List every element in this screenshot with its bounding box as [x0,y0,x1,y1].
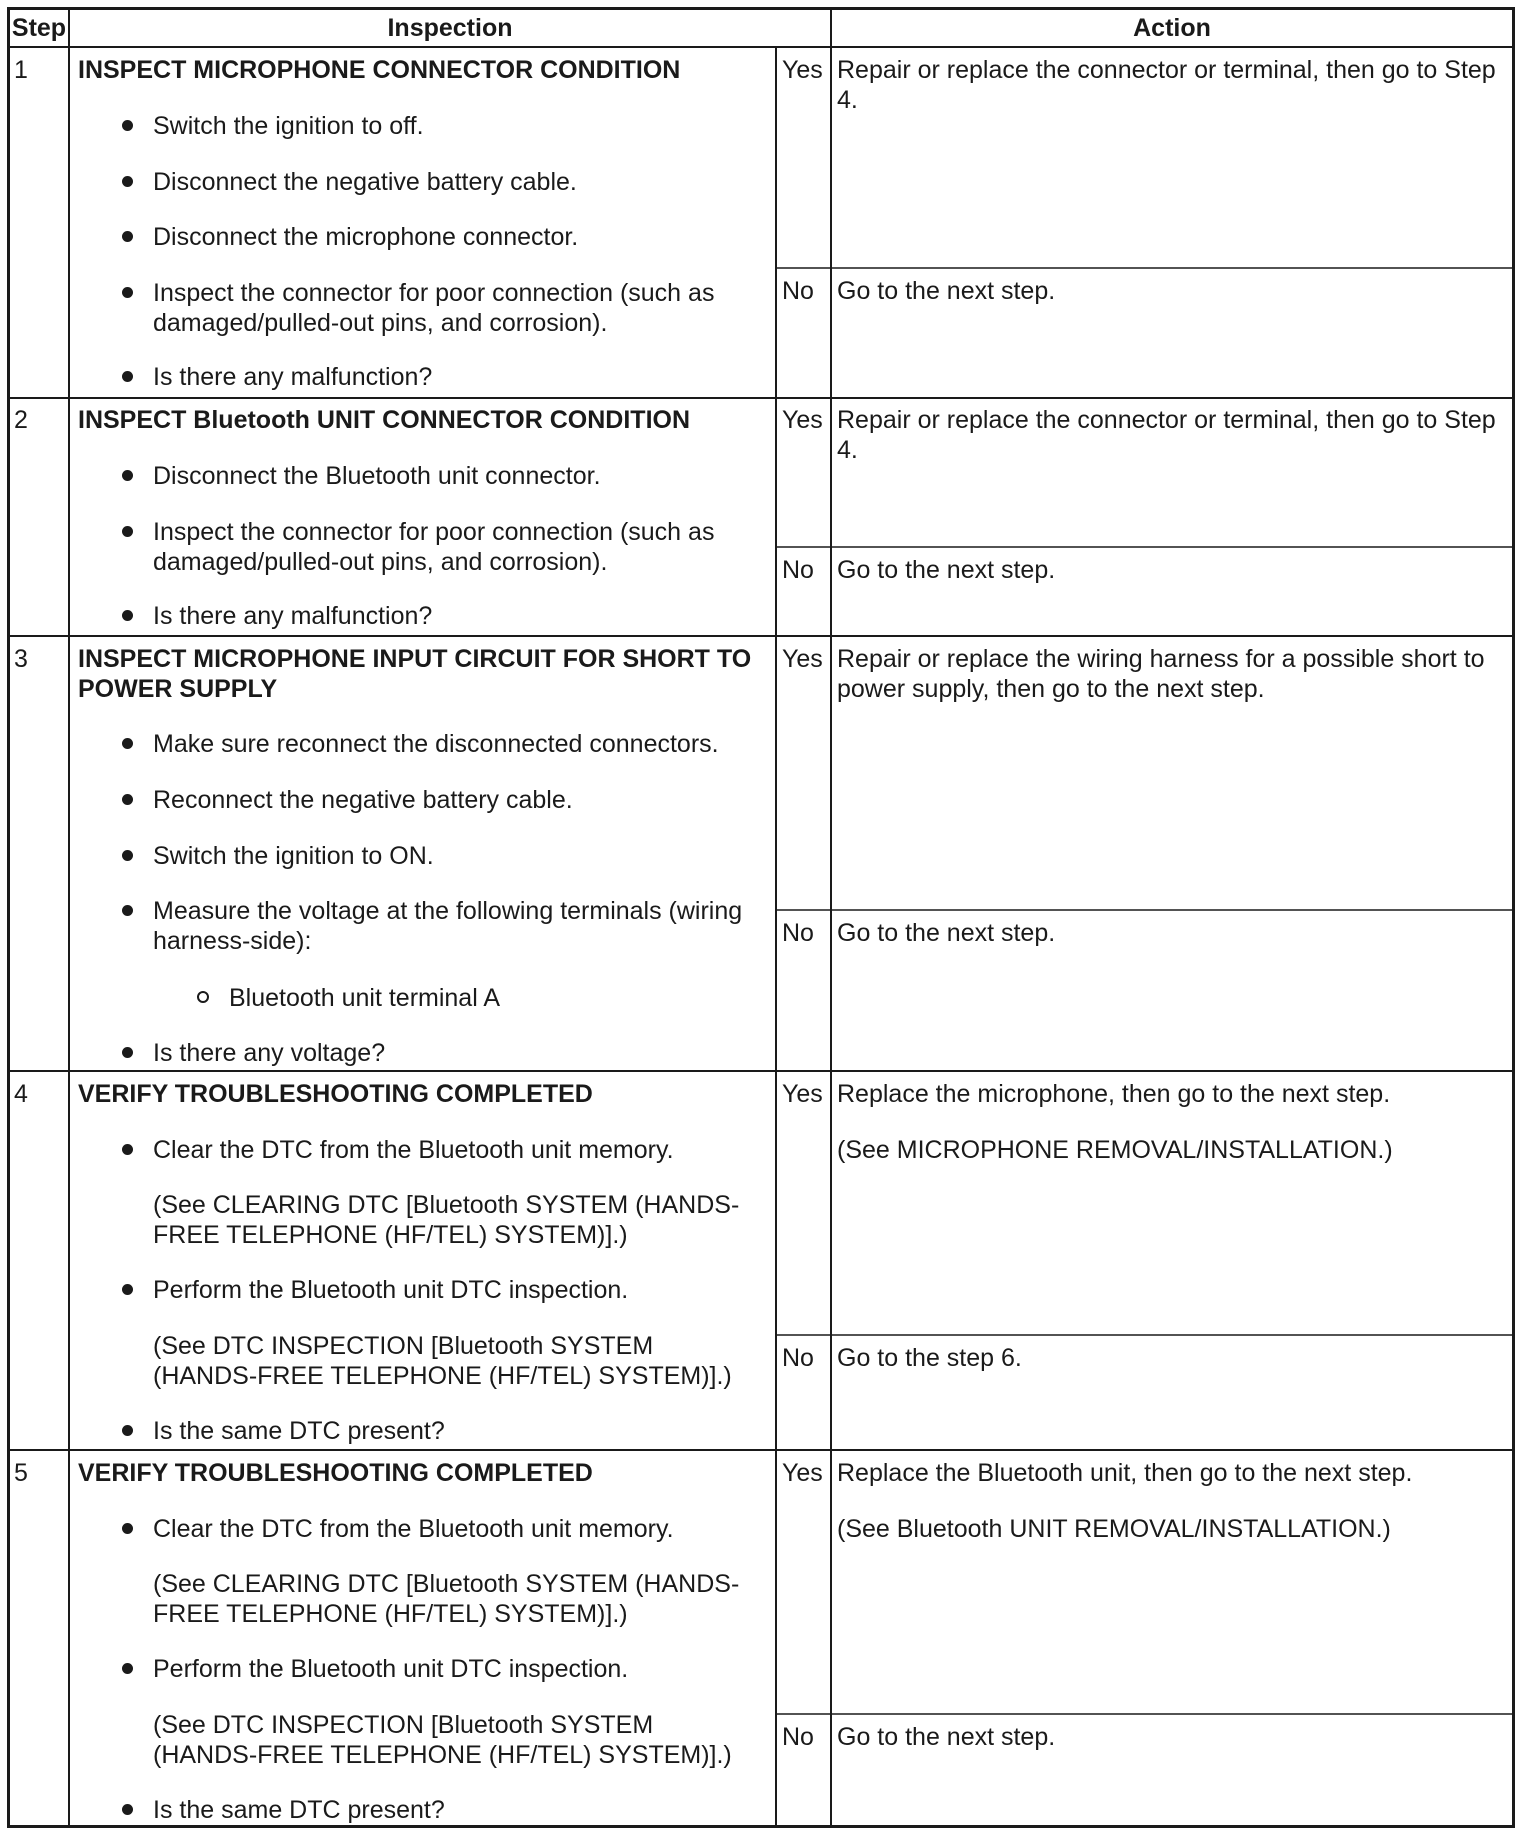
bullet-icon [122,1425,133,1436]
inspection-item: Inspect the connector for poor connection (such as damaged/pulled-out pins, and corrosion). [153,518,715,576]
inspection-item: Is the same DTC present? [153,1796,445,1824]
inspection-item: Is there any malfunction? [153,363,433,391]
inspection-item: Reconnect the negative battery cable. [153,786,573,814]
inspection-item: Is there any malfunction? [153,602,433,630]
yes-reference: (See MICROPHONE REMOVAL/INSTALLATION.) [837,1136,1393,1164]
step-title: INSPECT Bluetooth UNIT CONNECTOR CONDITION [78,406,691,434]
sub-bullet-icon [197,991,209,1003]
inspection-reference: (See CLEARING DTC [Bluetooth SYSTEM (HANDS-FREE TELEPHONE (HF/TEL) SYSTEM)].) [153,1191,740,1249]
no-action: Go to the next step. [837,919,1056,947]
step-number: 1 [14,56,28,84]
bullet-icon [122,1144,133,1155]
header-action: Action [1133,14,1211,42]
bullet-icon [122,176,133,187]
step-title: VERIFY TROUBLESHOOTING COMPLETED [78,1080,593,1108]
inspection-item: Disconnect the negative battery cable. [153,168,577,196]
inspection-item: Make sure reconnect the disconnected connectors. [153,730,719,758]
yes-label: Yes [782,645,823,673]
inspection-subitem: Bluetooth unit terminal A [229,984,500,1012]
header-inspection: Inspection [387,14,513,42]
bullet-icon [122,526,133,537]
inspection-reference: (See CLEARING DTC [Bluetooth SYSTEM (HANDS-FREE TELEPHONE (HF/TEL) SYSTEM)].) [153,1570,740,1628]
no-action: Go to the next step. [837,277,1056,305]
inspection-item: Perform the Bluetooth unit DTC inspection. [153,1655,629,1683]
yes-label: Yes [782,406,823,434]
inspection-item: Switch the ignition to ON. [153,842,434,870]
yes-action: Repair or replace the connector or terminal, then go to Step 4. [837,406,1496,464]
no-action: Go to the next step. [837,1723,1056,1751]
no-label: No [782,919,814,947]
no-label: No [782,277,814,305]
bullet-icon [122,231,133,242]
step-number: 4 [14,1080,28,1108]
bullet-icon [122,610,133,621]
bullet-icon [122,287,133,298]
bullet-icon [122,1523,133,1534]
yes-action: Repair or replace the connector or terminal, then go to Step 4. [837,56,1496,114]
yes-action: Repair or replace the wiring harness for a possible short to power supply, then go to the next step. [837,645,1485,703]
bullet-icon [122,1804,133,1815]
no-action: Go to the step 6. [837,1344,1022,1372]
inspection-item: Clear the DTC from the Bluetooth unit memory. [153,1515,674,1543]
bullet-icon [122,1284,133,1295]
yes-reference: (See Bluetooth UNIT REMOVAL/INSTALLATION.) [837,1515,1391,1543]
inspection-item: Disconnect the Bluetooth unit connector. [153,462,601,490]
step-number: 5 [14,1459,28,1487]
bullet-icon [122,120,133,131]
inspection-item: Disconnect the microphone connector. [153,223,579,251]
yes-action: Replace the Bluetooth unit, then go to the next step. [837,1459,1413,1487]
step-title: INSPECT MICROPHONE INPUT CIRCUIT FOR SHORT TO POWER SUPPLY [78,645,752,703]
inspection-item: Is the same DTC present? [153,1417,445,1445]
step-title: INSPECT MICROPHONE CONNECTOR CONDITION [78,56,681,84]
inspection-reference: (See DTC INSPECTION [Bluetooth SYSTEM (HANDS-FREE TELEPHONE (HF/TEL) SYSTEM)].) [153,1332,732,1390]
inspection-item: Switch the ignition to off. [153,112,424,140]
no-action: Go to the next step. [837,556,1056,584]
inspection-item: Clear the DTC from the Bluetooth unit memory. [153,1136,674,1164]
bullet-icon [122,1663,133,1674]
inspection-item: Is there any voltage? [153,1039,386,1067]
no-label: No [782,1723,814,1751]
yes-label: Yes [782,1459,823,1487]
bullet-icon [122,905,133,916]
step-title: VERIFY TROUBLESHOOTING COMPLETED [78,1459,593,1487]
no-label: No [782,1344,814,1372]
yes-label: Yes [782,56,823,84]
bullet-icon [122,794,133,805]
yes-label: Yes [782,1080,823,1108]
bullet-icon [122,470,133,481]
bullet-icon [122,371,133,382]
no-label: No [782,556,814,584]
inspection-item: Inspect the connector for poor connection (such as damaged/pulled-out pins, and corrosion). [153,279,715,337]
bullet-icon [122,1047,133,1058]
step-number: 2 [14,406,28,434]
inspection-item: Measure the voltage at the following terminals (wiring harness-side): [153,897,743,955]
bullet-icon [122,738,133,749]
bullet-icon [122,850,133,861]
yes-action: Replace the microphone, then go to the next step. [837,1080,1391,1108]
header-step: Step [11,14,67,42]
step-number: 3 [14,645,28,673]
inspection-reference: (See DTC INSPECTION [Bluetooth SYSTEM (HANDS-FREE TELEPHONE (HF/TEL) SYSTEM)].) [153,1711,732,1769]
inspection-item: Perform the Bluetooth unit DTC inspection. [153,1276,629,1304]
